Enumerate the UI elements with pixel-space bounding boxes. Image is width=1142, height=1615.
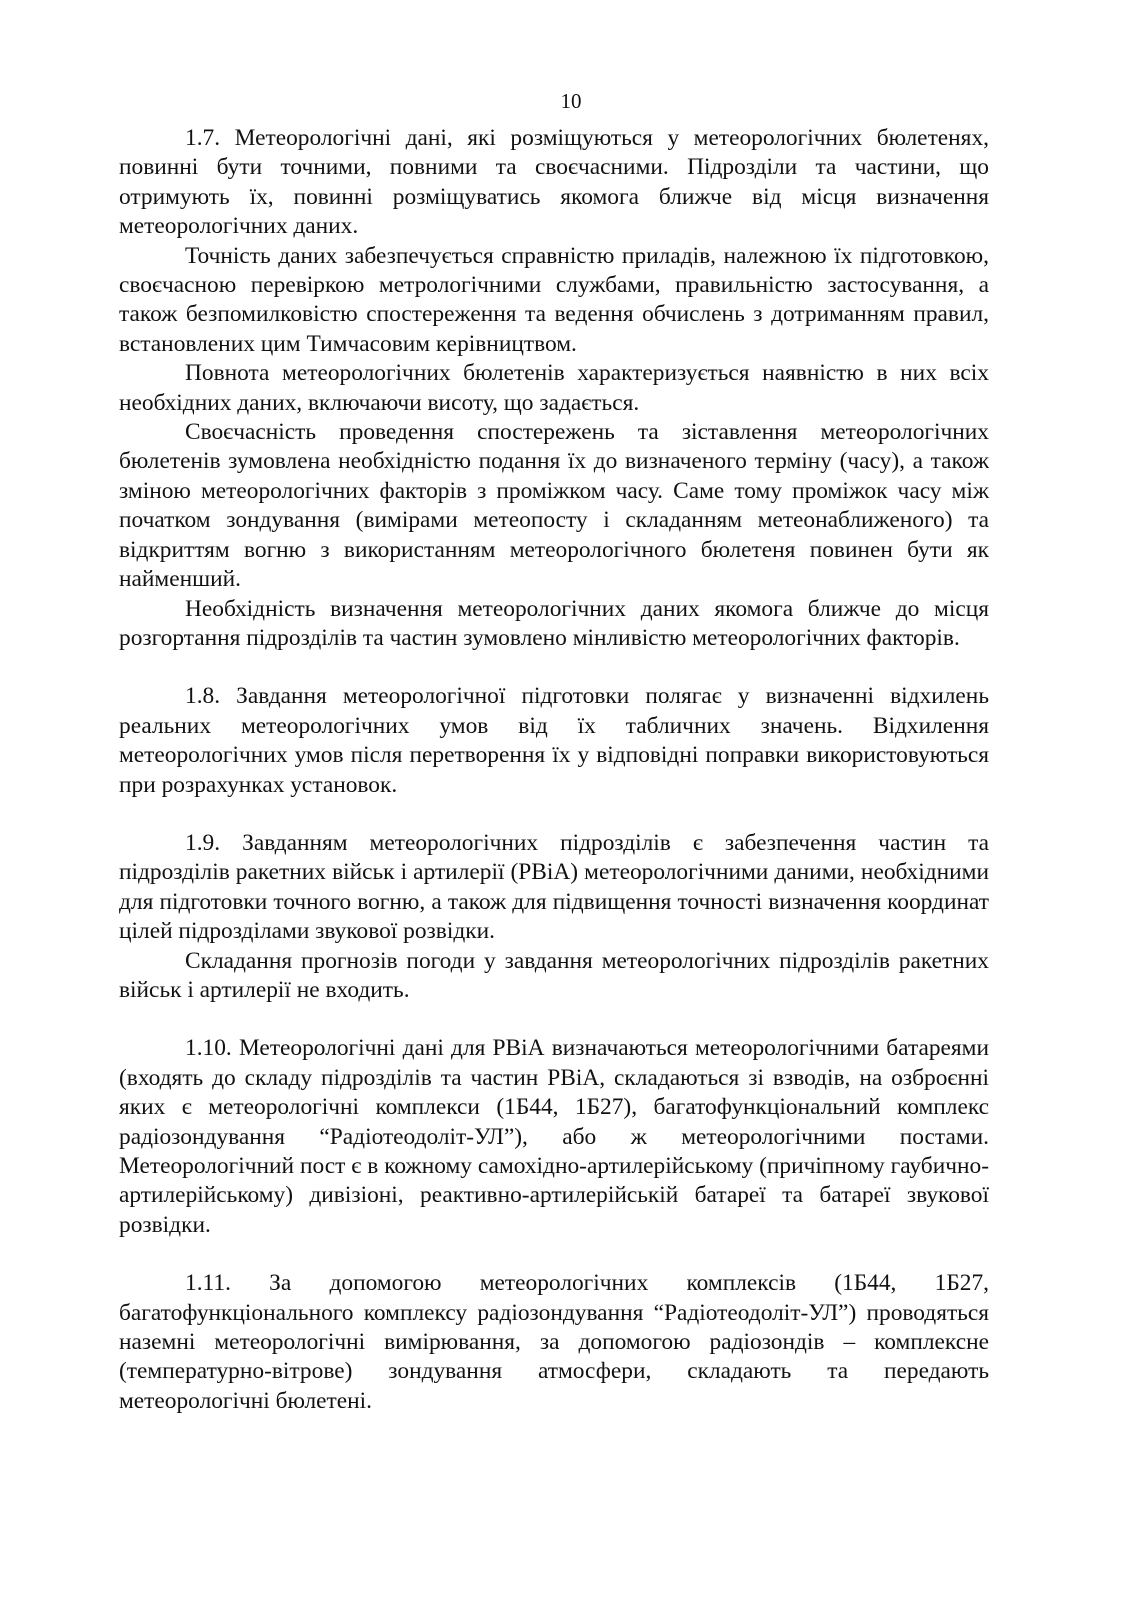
paragraph-proximity: Необхідність визначення метеорологічних даних якомога ближче до місця розгортання підрозділів та частин зумовлено мінливістю метеорологічних факторів.: [119, 595, 989, 651]
paragraph-1-8: 1.8. Завдання метеорологічної підготовки полягає у визначенні відхилень реальних метеорологічних умов від їх табличних значень. Відхилення метеорологічних умов після перетворення їх у відповідні поправки використовуються при розрахунках установок.: [119, 683, 989, 798]
paragraph-1-9: 1.9. Завданням метеорологічних підрозділів є забезпечення частин та підрозділів ракетних військ і артилерії (РВіА) метеорологічними даними, необхідними для підготовки точного вогню, а також для підвищення точності визначення координат цілей підрозділами звукової розвідки.: [119, 829, 989, 945]
paragraph-accuracy: Точність даних забезпечується справністю приладів, належною їх підготовкою, своєчасною перевіркою метрологічними службами, правильністю застосування, а також безпомилковістю спостереження та ведення обчислень з дотриманням правил, встановлених цим Тимчасовим керівництвом.: [119, 242, 989, 357]
paragraph-1-7: 1.7. Метеорологічні дані, які розміщуються у метеорологічних бюлетенях, повинні бути точними, повними та своєчасними. Підрозділи та частини, що отримують їх, повинні розміщуватись якомога ближче від місця визначення метеорологічних даних.: [119, 125, 989, 240]
paragraph-forecasts: Складання прогнозів погоди у завдання метеорологічних підрозділів ракетних військ і артилерії не входить.: [119, 947, 989, 1003]
paragraph-1-11: 1.11. За допомогою метеорологічних комплексів (1Б44, 1Б27, багатофункціонального комплексу радіозондування “Радіотеодоліт-УЛ”) проводяться наземні метеорологічні вимірювання, за допомогою радіозондів – комплексне (температурно-вітрове) зондування атмосфери, складають та передають метеорологічні бюлетені.: [119, 1270, 989, 1414]
document-body: [119, 124, 989, 1416]
paragraph-completeness: Повнота метеорологічних бюлетенів характеризується наявністю в них всіх необхідних даних, включаючи висоту, що задається.: [119, 360, 989, 416]
page-number: 10: [560, 89, 582, 113]
paragraph-1-10: 1.10. Метеорологічні дані для РВіА визначаються метеорологічними батареями (входять до складу підрозділів та частин РВіА, складаються зі взводів, на озброєнні яких є метеорологічні комплекси (1Б44, 1Б27), багатофункціональний комплекс радіозондування “Радіотеодоліт-УЛ”), або ж метеорологічними постами. Метеорологічний пост є в кожному самохідно-артилерійському (причіпному гаубично-артилерійському) дивізіоні, реактивно-артилерійській батареї та батареї звукової розвідки.: [119, 1035, 989, 1238]
paragraph-timeliness: Своєчасність проведення спостережень та зіставлення метеорологічних бюлетенів зумовлена необхідністю подання їх до визначеного терміну (часу), а також зміною метеорологічних факторів з проміжком часу. Саме тому проміжок часу між початком зондування (вимірами метеопосту і складанням метеонаближеного) та відкриттям вогню з використанням метеорологічного бюлетеня повинен бути як найменший.: [119, 419, 989, 593]
